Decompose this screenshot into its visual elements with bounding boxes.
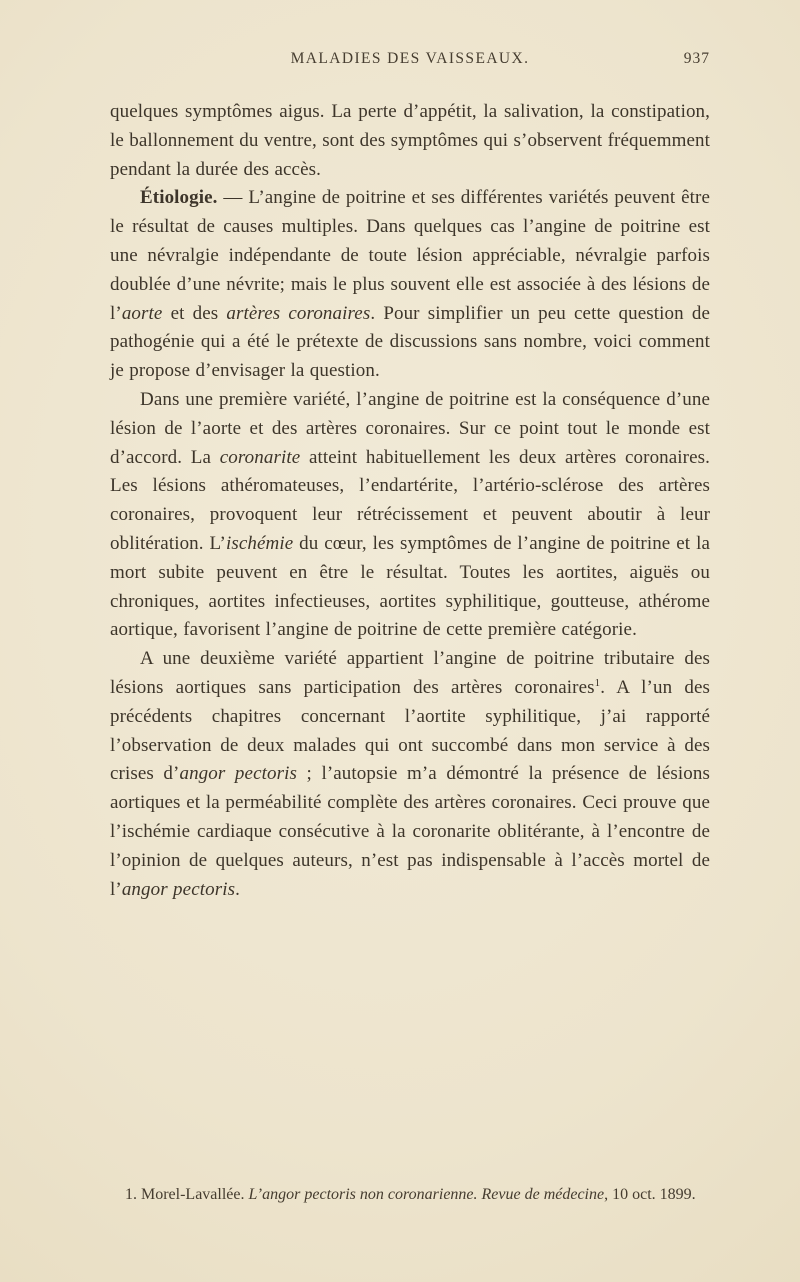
text-run: — L’angine de poitrine et ses différentes variétés peuvent être le résultat de causes multiples. Dans quelques cas l’angine de poitrine est une névralgie indépendante de toute lésion appréciable, névralgie parfois doublée d’une névrite; mais le plus souvent elle est associée à des lésions de l’ [110, 187, 710, 324]
running-title: MALADIES DES VAISSEAUX. [290, 50, 530, 67]
text-run: L’angor pectoris non coronarienne. Revue de médecine [248, 1186, 605, 1203]
text-run: artères coronaires [226, 302, 371, 324]
text-run: ischémie [225, 532, 294, 554]
text-run: angor pectoris [179, 763, 297, 785]
paragraph [110, 386, 710, 645]
spacer [110, 904, 710, 1183]
text-run: angor pectoris [121, 878, 236, 900]
text-run: et des [162, 302, 227, 324]
text-run: . [235, 878, 240, 900]
footnote-marker: 1 [594, 676, 601, 689]
text-run: A une deuxième variété appartient l’angine de poitrine tributaire des lésions aortiques sans participation des artères coronaires [110, 648, 710, 698]
text-run: coronarite [219, 446, 301, 468]
paragraph [110, 645, 710, 904]
text-run: . A l’un des précédents chapitres concernant l’aortite syphilitique, j’ai rapporté l’observation de deux malades qui ont succombé dans mon service à des crises d’ [110, 676, 710, 785]
text-run: atteint habituellement les deux artères coronaires. Les lésions athéromateuses, l’endartérite, l’artério-sclérose des artères coronaires, provoquent leur rétrécissement et peuvent aboutir à leur oblitération. L’ [110, 446, 710, 554]
body-text [110, 98, 710, 904]
paragraph [110, 98, 710, 184]
page-content [110, 50, 710, 1206]
text-run: quelques symptômes aigus. La perte d’appétit, la salivation, la constipation, le ballonnement du ventre, sont des symptômes qui s’observent fréquemment pendant la durée des accès. [110, 101, 710, 180]
footnote [110, 1183, 710, 1206]
text-run: ; l’autopsie m’a démontré la présence de lésions aortiques et la perméabilité complète des artères coronaires. Ceci prouve que l’ischémie cardiaque consécutive à la coronarite oblitérante, à l’encontre de l’opinion de quelques auteurs, n’est pas indispensable à l’accès mortel de l’ [110, 763, 710, 900]
text-run: aorte [121, 302, 163, 324]
text-run: 1. Morel-Lavallée. [125, 1186, 249, 1203]
page-number: 937 [683, 50, 710, 67]
text-run: du cœur, les symptômes de l’angine de poitrine et la mort subite peuvent en être le résultat. Toutes les aortites, aiguës ou chroniques, aortites infectieuses, aortites syphilitique, goutteuse, athérome aortique, favorisent l’angine de poitrine de cette première catégorie. [110, 532, 710, 641]
text-run: . Pour simplifier un peu cette question de pathogénie qui a été le prétexte de discussions sans nombre, voici comment je propose d’envisager la question. [110, 302, 710, 382]
page-header [110, 50, 710, 72]
text-run: Dans une première variété, l’angine de poitrine est la conséquence d’une lésion de l’aorte et des artères coronaires. Sur ce point tout le monde est d’accord. La [110, 388, 710, 468]
text-run: Étiologie. [140, 187, 218, 209]
text-run: , 10 oct. 1899. [604, 1186, 696, 1203]
paragraph [110, 184, 710, 386]
